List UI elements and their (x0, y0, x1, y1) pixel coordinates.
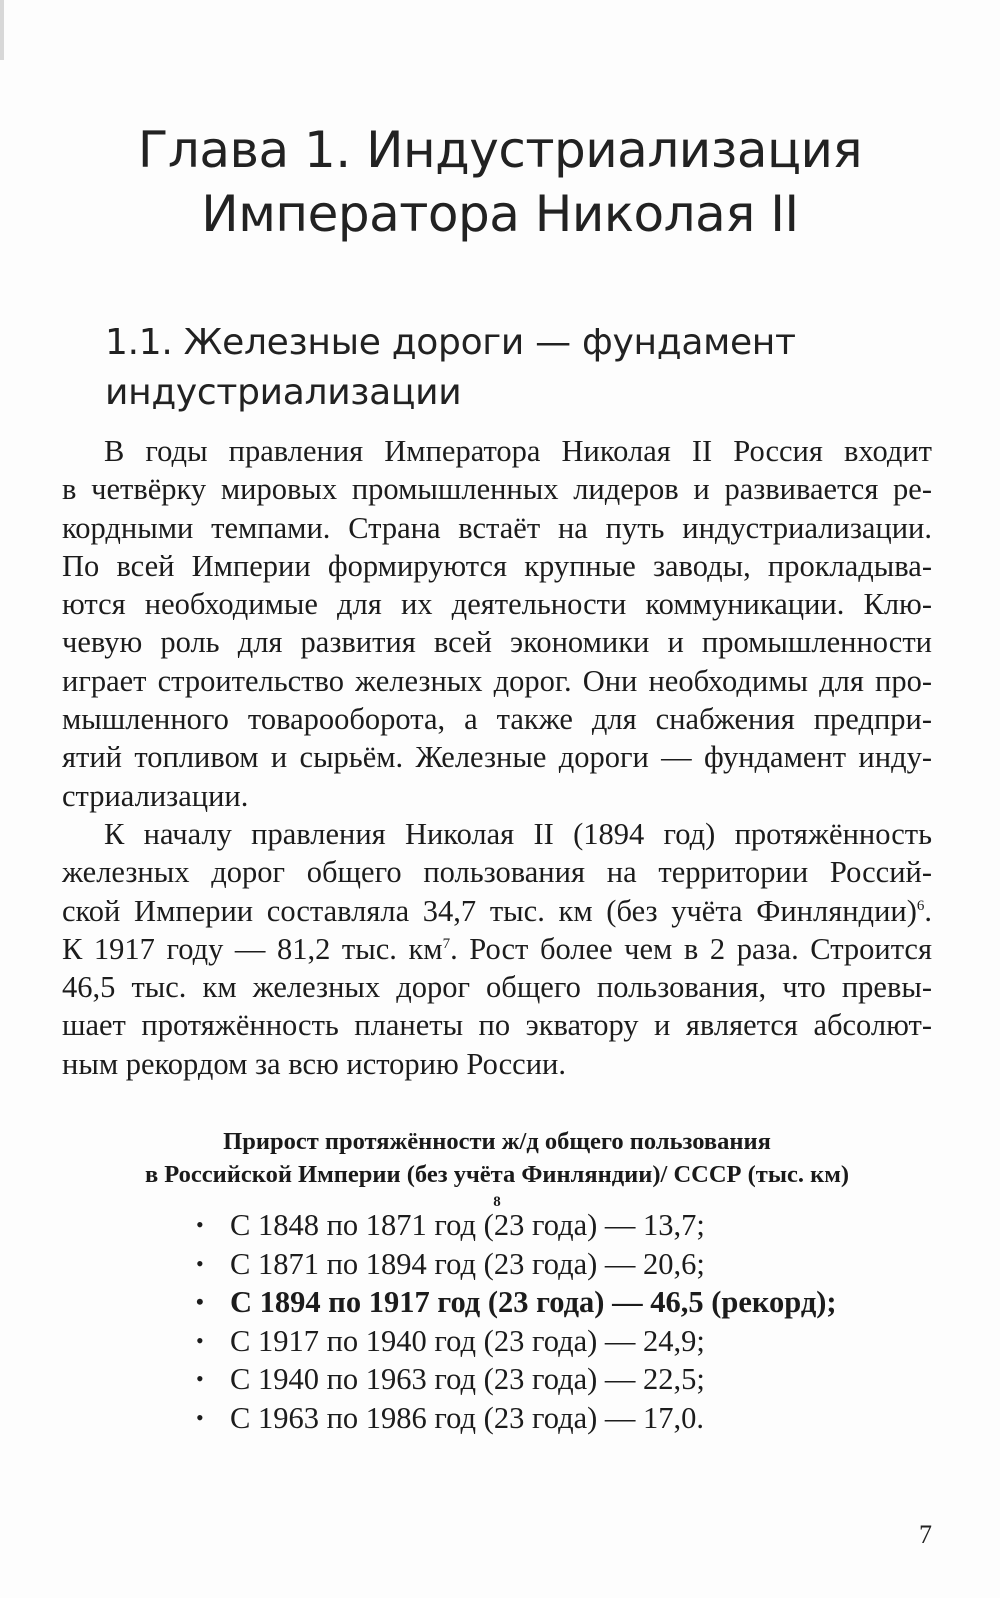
page-number: 7 (919, 1520, 932, 1549)
list-item-text: С 1963 по 1986 год (23 года) — 17,0. (230, 1400, 705, 1435)
paragraph-railway-length (62, 815, 932, 1083)
section-title (105, 318, 945, 418)
text-segment: . Рост более чем в 2 раза. Строится (450, 931, 932, 966)
page-edge-mark (0, 0, 4, 60)
text-line: По всей Империи формируются крупные заводы, прокладыва- (62, 548, 932, 583)
list-item (196, 1399, 916, 1438)
text-line (62, 892, 932, 930)
list-item (196, 1206, 916, 1245)
text-segment: в Российской Империи (без учёта Финляндии)/ СССР (тыс. км) (144, 1161, 850, 1188)
growth-table-title-line: Прирост протяжённости ж/д общего пользования (223, 1128, 771, 1155)
footnote-ref[interactable]: 8 (493, 1193, 501, 1210)
section-title-line: 1.1. Железные дороги — фундамент (105, 322, 796, 363)
text-line: ным рекордом за всю историю России. (62, 1046, 566, 1081)
chapter-title-line: Императора Николая II (201, 185, 799, 243)
text-line: играет строительство железных дорог. Они необходимы для про- (62, 663, 932, 698)
text-line: мышленного товарооборота, а также для снабжения предпри- (62, 702, 932, 737)
bullet-icon: • (196, 1289, 204, 1315)
text-line: 46,5 тыс. км железных дорог общего пользования, что превы- (62, 970, 932, 1005)
chapter-title (60, 118, 940, 246)
list-item-record (196, 1283, 916, 1322)
list-item (196, 1245, 916, 1284)
list-item (196, 1322, 916, 1361)
list-item-text: С 1848 по 1871 год (23 года) — 13,7; (230, 1208, 705, 1242)
text-line: ются необходимые для их деятельности коммуникации. Клю- (62, 587, 932, 622)
list-item-text: С 1940 по 1963 год (23 года) — 22,5; (230, 1362, 705, 1397)
text-line (62, 930, 932, 968)
bullet-icon: • (196, 1404, 204, 1430)
footnote-ref[interactable]: 7 (442, 935, 451, 952)
text-line: шает протяжённость планеты по экватору и является абсолют- (62, 1008, 932, 1043)
bullet-icon: • (196, 1327, 204, 1353)
chapter-title-line: Глава 1. Индустриализация (137, 121, 863, 179)
text-segment: К 1917 году — 81,2 тыс. км (62, 931, 443, 966)
list-item-text: С 1871 по 1894 год (23 года) — 20,6; (230, 1246, 705, 1281)
text-segment: ской Империи составляла 34,7 тыс. км (без учёта Финляндии) (62, 893, 917, 928)
bullet-icon: • (196, 1366, 204, 1392)
section-title-line: индустриализации (105, 372, 462, 413)
bullet-icon: • (196, 1250, 204, 1276)
list-item-text: С 1894 по 1917 год (23 года) — 46,5 (рекорд); (230, 1285, 837, 1320)
text-line: чевую роль для развития всей экономики и промышленности (62, 625, 932, 660)
text-line: железных дорог общего пользования на территории Россий- (62, 855, 932, 890)
text-segment: . (924, 893, 932, 928)
list-item (196, 1360, 916, 1399)
growth-list (196, 1206, 916, 1438)
list-item-text: С 1917 по 1940 год (23 года) — 24,9; (230, 1323, 705, 1358)
text-line: кордными темпами. Страна встаёт на путь индустриализации. (62, 510, 932, 545)
text-line: К началу правления Николая II (1894 год) протяжённость (104, 817, 932, 851)
text-line: стриализации. (62, 778, 249, 813)
text-line: в четвёрку мировых промышленных лидеров и развивается ре- (62, 472, 932, 507)
paragraph-industrialization (62, 432, 932, 815)
text-line: В годы правления Императора Николая II Россия входит (104, 434, 932, 468)
bullet-icon: • (196, 1212, 204, 1237)
footnote-ref[interactable]: 6 (916, 897, 925, 914)
text-line: ятий топливом и сырьём. Железные дороги — фундамент инду- (62, 740, 932, 775)
